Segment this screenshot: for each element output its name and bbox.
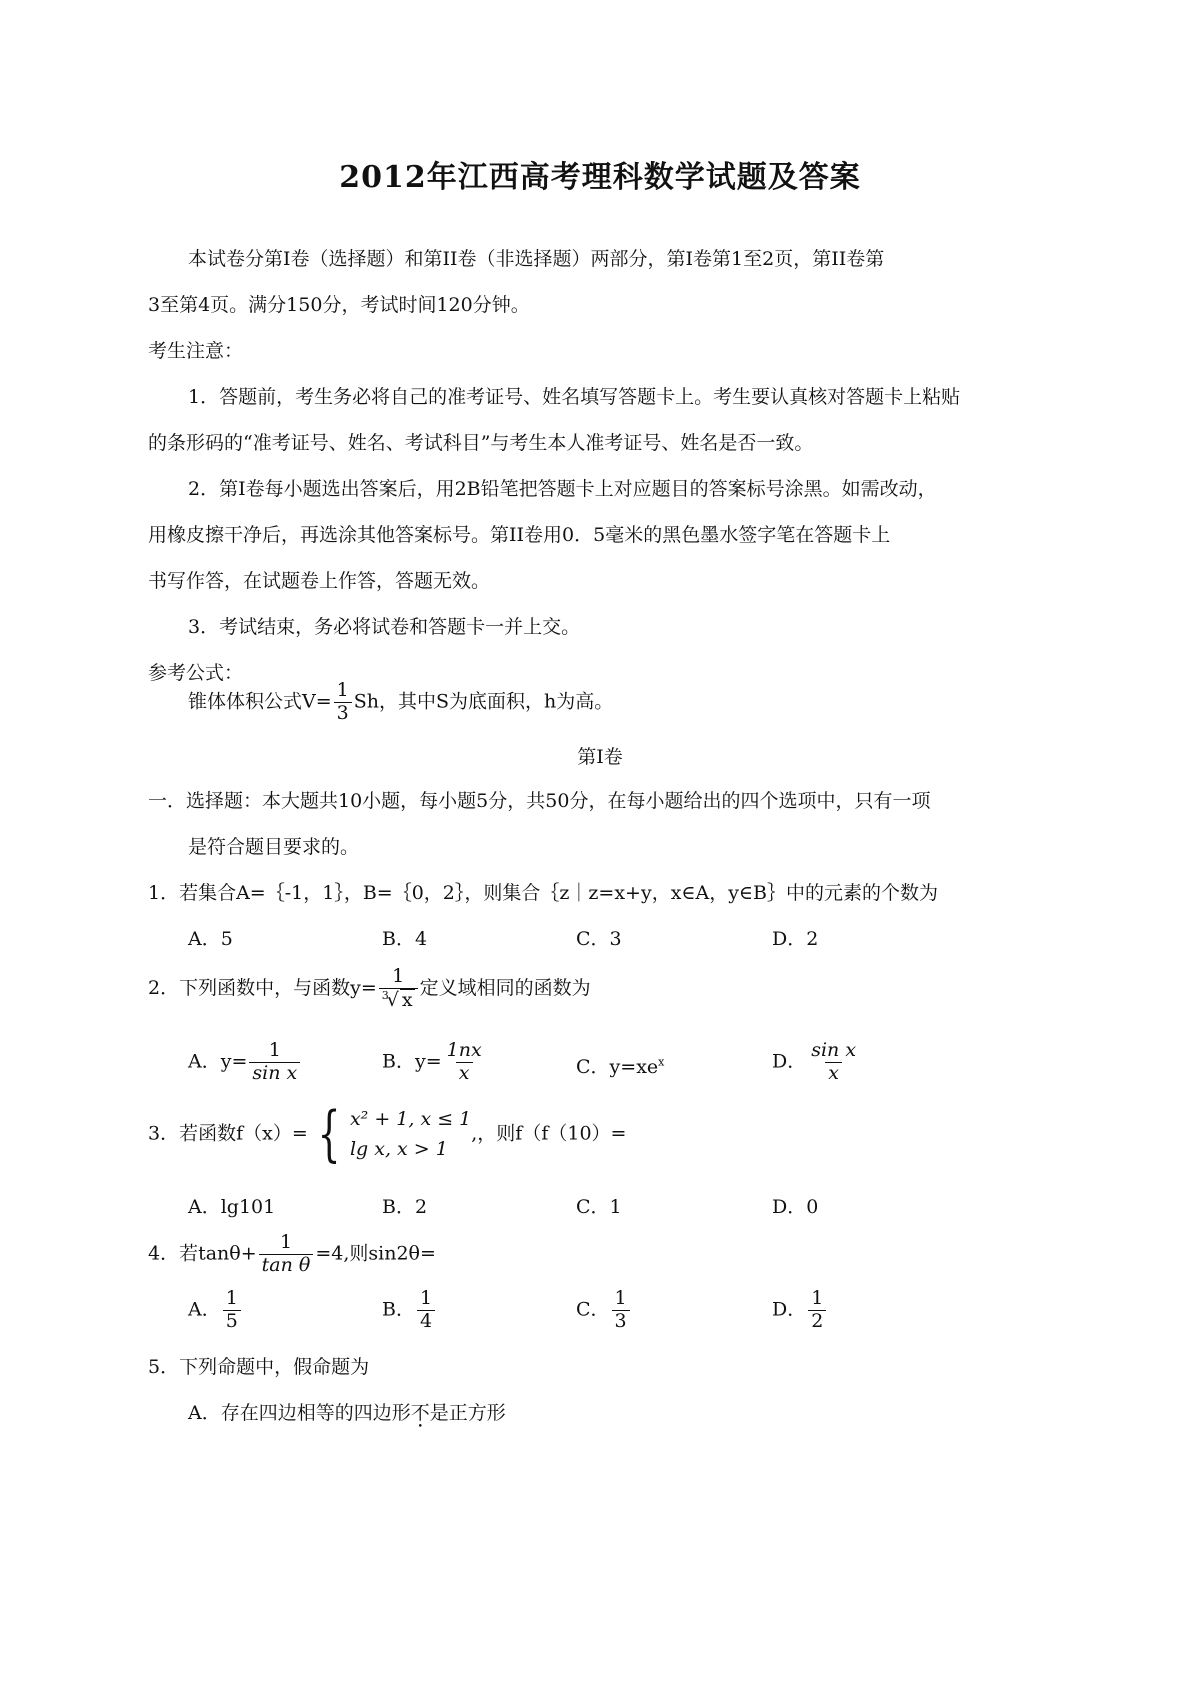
cone-volume-formula (188, 680, 613, 725)
question-1-option-a: A．5 (188, 928, 233, 950)
option-a-numerator: 1 (268, 1039, 281, 1061)
option-d-denominator: 2 (808, 1310, 826, 1333)
formula-suffix: Sh，其中S为底面积，h为高。 (353, 690, 614, 713)
option-a-denominator: sin x (249, 1062, 300, 1085)
option-b-fraction (444, 1040, 485, 1085)
notice-item-1-line-1: 1．答题前，考生务必将自己的准考证号、姓名填写答题卡上。考生要认真核对答题卡上粘贴 (188, 386, 961, 408)
formula-denominator: 3 (334, 702, 352, 725)
option-c-numerator: 1 (614, 1287, 627, 1309)
question-2-stem-suffix: 定义域相同的函数为 (419, 976, 591, 999)
question-2-option-b (382, 1040, 487, 1085)
option-d-fraction (808, 1288, 826, 1333)
notice-item-1-line-2: 的条形码的“准考证号、姓名、考试科目”与考生本人准考证号、姓名是否一致。 (148, 432, 814, 454)
question-1-option-b: B．4 (382, 928, 428, 950)
question-1-stem: 1．若集合A=｛-1，1｝，B=｛0，2｝，则集合｛z｜z=x+y，x∈A，y∈B｝中的元素的个数为 (148, 882, 938, 904)
option-b-numerator: 1nx (446, 1039, 482, 1061)
question-4-stem-numerator: 1 (279, 1231, 293, 1253)
formula-prefix: 锥体体积公式V= (188, 690, 332, 713)
question-5-option-a (188, 1398, 506, 1425)
notice-item-2-line-1: 2．第I卷每小题选出答案后，用2B铅笔把答题卡上对应题目的答案标号涂黑。如需改动， (188, 478, 937, 500)
question-1-option-c: C．3 (576, 928, 622, 950)
notice-item-3: 3．考试结束，务必将试卷和答题卡一并上交。 (188, 616, 581, 638)
formula-fraction (334, 680, 352, 725)
option-b-numerator: 1 (419, 1287, 433, 1309)
section-1-line-1: 一．选择题：本大题共10小题，每小题5分，共50分，在每小题给出的四个选项中，只有一项 (148, 790, 931, 812)
question-4-option-a (188, 1288, 243, 1333)
part-1-heading: 第I卷 (577, 746, 623, 768)
question-3-stem-suffix: ,，则f（f（10）= (471, 1122, 627, 1145)
option-b-denominator: 4 (417, 1310, 435, 1333)
question-2-stem-prefix: 2．下列函数中，与函数y= (148, 976, 377, 999)
option-a-label: A． (188, 1298, 221, 1321)
question-2-stem-fraction (379, 966, 418, 1012)
question-4-stem (148, 1232, 436, 1277)
radicand: x (401, 988, 413, 1011)
option-d-numerator: 1 (811, 1287, 824, 1309)
option-a-fraction (223, 1288, 241, 1333)
question-2-option-c (576, 1052, 664, 1079)
question-1-option-d: D．2 (772, 928, 819, 950)
question-2-stem-denominator: $^3$√ x (379, 988, 418, 1012)
piecewise-cases (350, 1104, 471, 1165)
option-d-label: D． (772, 1050, 807, 1073)
question-3-option-d: D．0 (772, 1196, 819, 1218)
question-4-stem-suffix: =4,则sin2θ= (315, 1242, 436, 1265)
notice-item-2-line-3: 书写作答，在试题卷上作答，答题无效。 (148, 570, 491, 592)
question-3-option-c: C．1 (576, 1196, 622, 1218)
intro-line-1: 本试卷分第I卷（选择题）和第II卷（非选择题）两部分，第I卷第1至2页，第II卷第 (188, 248, 885, 270)
option-b-fraction (417, 1288, 435, 1333)
option-a-label: A．y= (188, 1050, 248, 1073)
question-5-stem: 5．下列命题中，假命题为 (148, 1356, 370, 1378)
option-d-denominator: x (825, 1062, 842, 1085)
intro-line-2: 3至第4页。满分150分，考试时间120分钟。 (148, 294, 530, 316)
option-d-fraction (808, 1040, 859, 1085)
question-3-stem-prefix: 3．若函数f（x）= (148, 1122, 308, 1145)
option-d-numerator: sin x (811, 1039, 857, 1061)
notice-heading: 考生注意： (148, 340, 244, 362)
question-2-option-d (772, 1040, 861, 1085)
option-c-label: C． (576, 1298, 610, 1321)
formula-numerator: 1 (336, 679, 349, 701)
emphasis-dot-char: 不 (410, 1402, 430, 1424)
option-b-label: B．y= (382, 1050, 442, 1073)
option-a-prefix: A．存在四边相等的四边形 (188, 1402, 411, 1424)
notice-item-2-line-2: 用橡皮擦干净后，再选涂其他答案标号。第II卷用0．5毫米的黑色墨水签字笔在答题卡上 (148, 524, 891, 546)
piecewise-brace: { (317, 1099, 341, 1170)
option-c-fraction (612, 1288, 630, 1333)
question-4-option-c (576, 1288, 632, 1333)
question-2-stem-numerator: 1 (392, 965, 405, 987)
root-index: 3 (381, 988, 389, 1002)
question-3-option-b: B．2 (382, 1196, 428, 1218)
question-2-stem (148, 966, 591, 1012)
question-4-stem-prefix: 4．若tanθ+ (148, 1242, 257, 1265)
piecewise-case-2: lg x, x > 1 (349, 1138, 448, 1161)
question-3-option-a: A．lg101 (188, 1196, 276, 1218)
option-a-fraction (249, 1040, 300, 1085)
option-c-denominator: 3 (612, 1310, 630, 1333)
option-c-exponent: x (658, 1055, 665, 1069)
formula-heading: 参考公式： (148, 662, 244, 684)
section-1-line-2: 是符合题目要求的。 (188, 836, 360, 858)
option-a-numerator: 1 (225, 1287, 238, 1309)
question-4-stem-fraction (259, 1232, 314, 1277)
option-b-label: B． (382, 1298, 415, 1321)
option-c-label: C．y=xe (576, 1056, 659, 1078)
option-b-denominator: x (456, 1062, 473, 1085)
piecewise-case-1: x² + 1, x ≤ 1 (349, 1108, 472, 1130)
question-4-stem-denominator: tan θ (259, 1254, 314, 1277)
option-d-label: D． (772, 1298, 807, 1321)
question-2-option-a (188, 1040, 302, 1085)
page-title: 2012年江西高考理科数学试题及答案 (339, 160, 861, 195)
option-a-denominator: 5 (223, 1310, 241, 1333)
option-a-suffix: 是正方形 (429, 1402, 506, 1424)
question-4-option-d (772, 1288, 828, 1333)
question-4-option-b (382, 1288, 437, 1333)
question-3-stem (148, 1099, 627, 1170)
